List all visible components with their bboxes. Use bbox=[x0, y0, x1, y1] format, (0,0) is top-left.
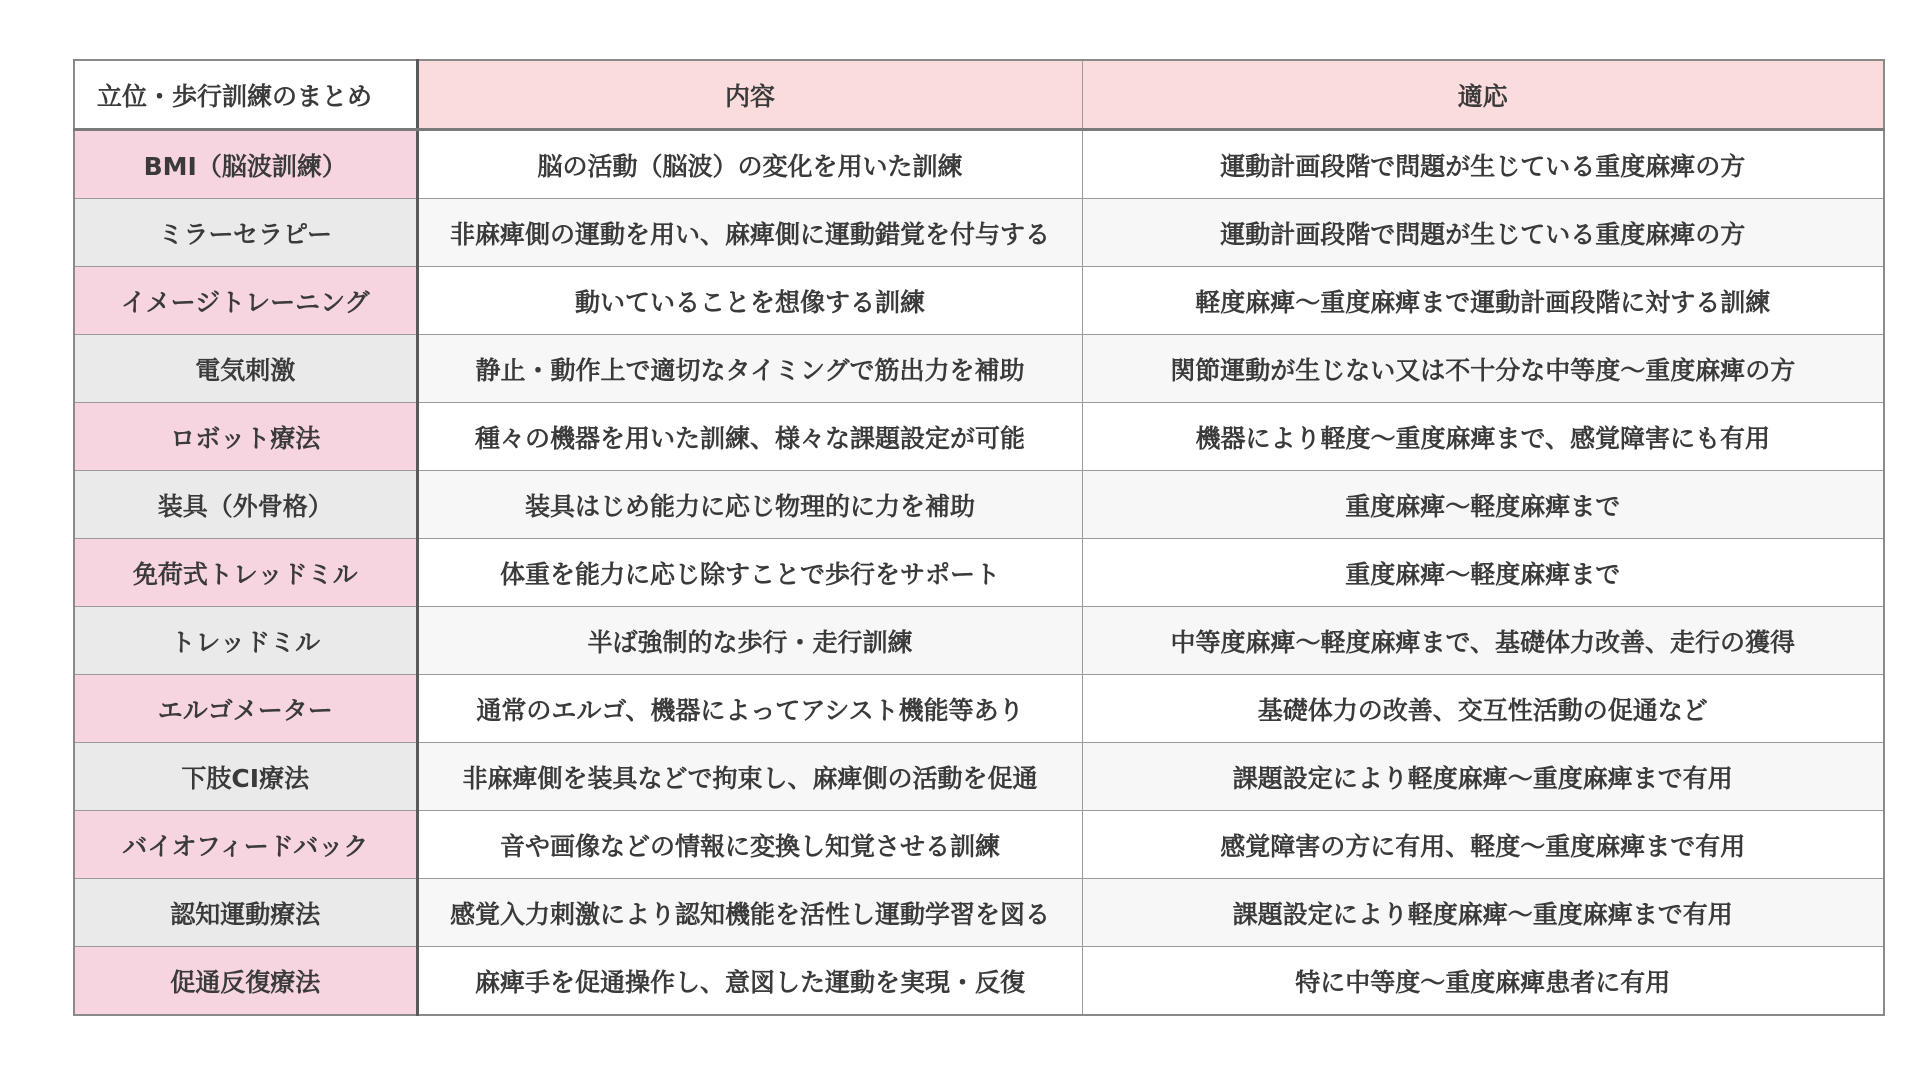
table-row bbox=[74, 743, 1884, 811]
table-row bbox=[74, 539, 1884, 607]
row-header: ミラーセラピー bbox=[74, 199, 417, 267]
column-header-indication: 適応 bbox=[1082, 60, 1884, 130]
content-cell: 種々の機器を用いた訓練、様々な課題設定が可能 bbox=[417, 403, 1082, 471]
content-cell: 装具はじめ能力に応じ物理的に力を補助 bbox=[417, 471, 1082, 539]
row-header: 装具（外骨格） bbox=[74, 471, 417, 539]
content-cell: 感覚入力刺激により認知機能を活性し運動学習を図る bbox=[417, 879, 1082, 947]
table-row bbox=[74, 811, 1884, 879]
table-row bbox=[74, 199, 1884, 267]
table-title: 立位・歩行訓練のまとめ bbox=[74, 60, 417, 130]
content-cell: 通常のエルゴ、機器によってアシスト機能等あり bbox=[417, 675, 1082, 743]
indication-cell: 軽度麻痺〜重度麻痺まで運動計画段階に対する訓練 bbox=[1082, 267, 1884, 335]
column-header-content: 内容 bbox=[417, 60, 1082, 130]
row-header: イメージトレーニング bbox=[74, 267, 417, 335]
indication-cell: 課題設定により軽度麻痺〜重度麻痺まで有用 bbox=[1082, 879, 1884, 947]
row-header: エルゴメーター bbox=[74, 675, 417, 743]
table-row bbox=[74, 471, 1884, 539]
content-cell: 動いていることを想像する訓練 bbox=[417, 267, 1082, 335]
indication-cell: 基礎体力の改善、交互性活動の促通など bbox=[1082, 675, 1884, 743]
indication-cell: 重度麻痺〜軽度麻痺まで bbox=[1082, 539, 1884, 607]
summary-table-container bbox=[73, 59, 1883, 1016]
indication-cell: 重度麻痺〜軽度麻痺まで bbox=[1082, 471, 1884, 539]
content-cell: 静止・動作上で適切なタイミングで筋出力を補助 bbox=[417, 335, 1082, 403]
row-header: ロボット療法 bbox=[74, 403, 417, 471]
table-row bbox=[74, 403, 1884, 471]
row-header: トレッドミル bbox=[74, 607, 417, 675]
row-header: 免荷式トレッドミル bbox=[74, 539, 417, 607]
row-header: 下肢CI療法 bbox=[74, 743, 417, 811]
content-cell: 体重を能力に応じ除すことで歩行をサポート bbox=[417, 539, 1082, 607]
table-row bbox=[74, 607, 1884, 675]
content-cell: 音や画像などの情報に変換し知覚させる訓練 bbox=[417, 811, 1082, 879]
header-row bbox=[74, 60, 1884, 130]
row-header: BMI（脳波訓練） bbox=[74, 130, 417, 199]
table-row bbox=[74, 335, 1884, 403]
content-cell: 脳の活動（脳波）の変化を用いた訓練 bbox=[417, 130, 1082, 199]
row-header: 電気刺激 bbox=[74, 335, 417, 403]
row-header: 認知運動療法 bbox=[74, 879, 417, 947]
indication-cell: 機器により軽度〜重度麻痺まで、感覚障害にも有用 bbox=[1082, 403, 1884, 471]
content-cell: 麻痺手を促通操作し、意図した運動を実現・反復 bbox=[417, 947, 1082, 1016]
table-row bbox=[74, 879, 1884, 947]
table-row bbox=[74, 675, 1884, 743]
indication-cell: 運動計画段階で問題が生じている重度麻痺の方 bbox=[1082, 130, 1884, 199]
indication-cell: 運動計画段階で問題が生じている重度麻痺の方 bbox=[1082, 199, 1884, 267]
content-cell: 非麻痺側を装具などで拘束し、麻痺側の活動を促通 bbox=[417, 743, 1082, 811]
indication-cell: 感覚障害の方に有用、軽度〜重度麻痺まで有用 bbox=[1082, 811, 1884, 879]
row-header: 促通反復療法 bbox=[74, 947, 417, 1016]
table-row bbox=[74, 947, 1884, 1016]
indication-cell: 課題設定により軽度麻痺〜重度麻痺まで有用 bbox=[1082, 743, 1884, 811]
indication-cell: 中等度麻痺〜軽度麻痺まで、基礎体力改善、走行の獲得 bbox=[1082, 607, 1884, 675]
row-header: バイオフィードバック bbox=[74, 811, 417, 879]
content-cell: 非麻痺側の運動を用い、麻痺側に運動錯覚を付与する bbox=[417, 199, 1082, 267]
table-row bbox=[74, 130, 1884, 199]
indication-cell: 関節運動が生じない又は不十分な中等度〜重度麻痺の方 bbox=[1082, 335, 1884, 403]
content-cell: 半ば強制的な歩行・走行訓練 bbox=[417, 607, 1082, 675]
summary-table bbox=[73, 59, 1885, 1016]
table-row bbox=[74, 267, 1884, 335]
indication-cell: 特に中等度〜重度麻痺患者に有用 bbox=[1082, 947, 1884, 1016]
